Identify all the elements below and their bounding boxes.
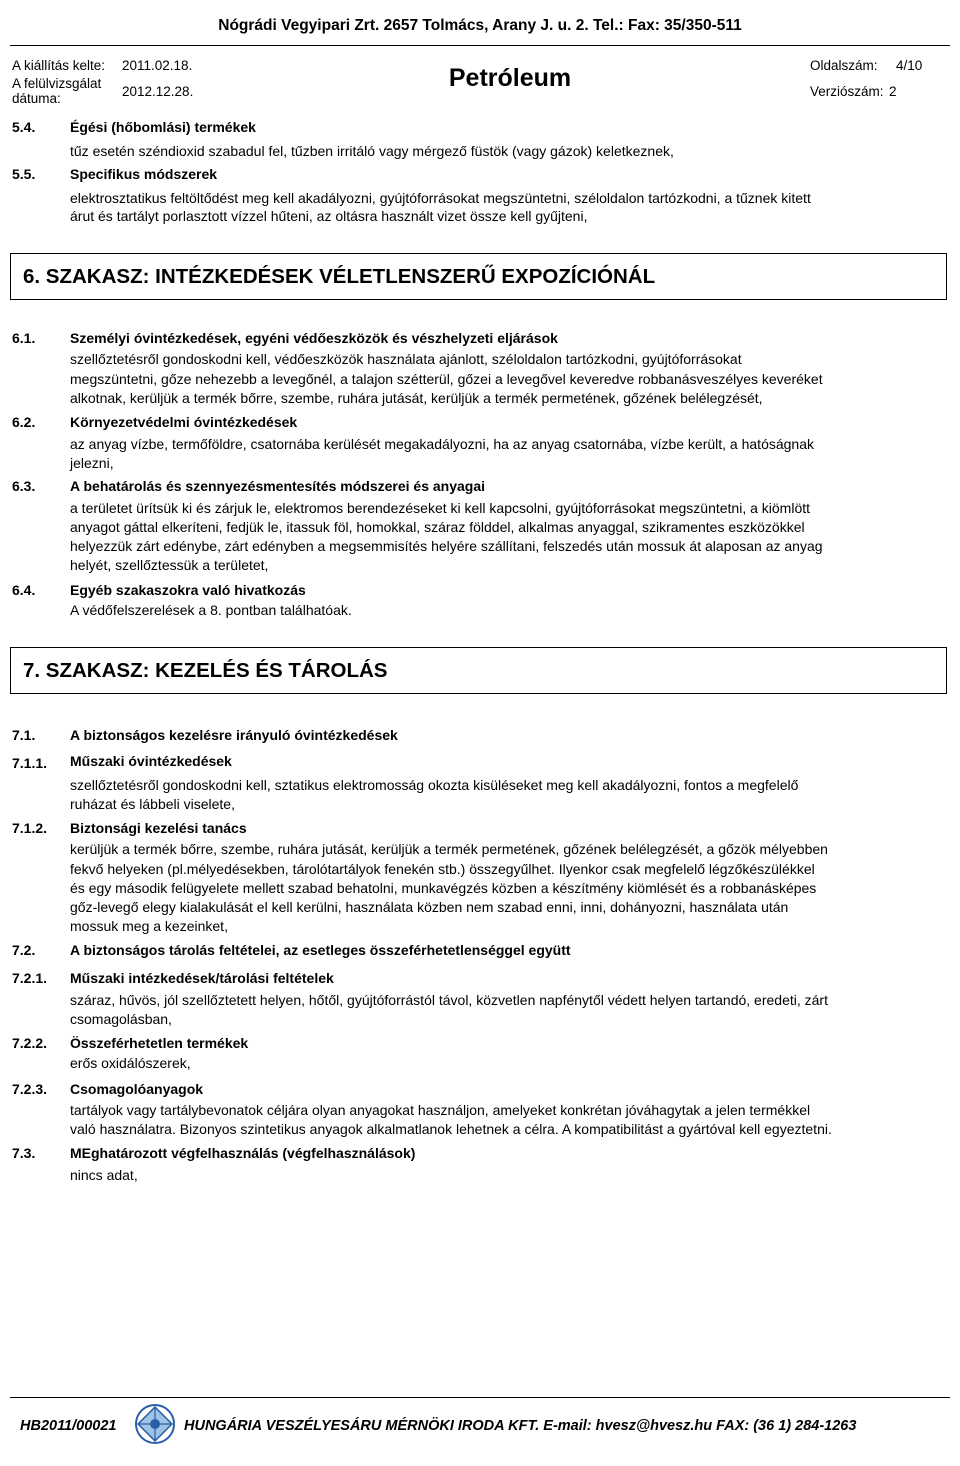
section-6-1-line-1: szellőztetésről gondoskodni kell, védőeszközök használata ajánlott, széloldalon tartózkodni, gyújtóforrásokat: [70, 351, 742, 367]
footer-code: HB2011/00021: [20, 1418, 117, 1434]
section-7-1-number: 7.1.: [12, 727, 36, 743]
section-5-5-title: Specifikus módszerek: [70, 166, 218, 182]
section-5-5-line-2: árut és tartályt porlasztott vízzel hűteni, az oltásra használt vizet össze kell gyűjteni,: [70, 208, 588, 224]
section-7-1-2-line-4: gőz-levegő elegy kialakulását el kell kerülni, használata közben nem szabad enni, inni, dohányozni, használata után: [70, 899, 789, 915]
section-7-2-1-title: Műszaki intézkedések/tárolási feltételek: [70, 970, 334, 986]
footer-divider: [10, 1397, 950, 1398]
section-7-1-1-line-2: ruházat és lábbeli viselete,: [70, 796, 235, 812]
section-5-4-title: Égési (hőbomlási) termékek: [70, 119, 256, 135]
header-divider: [10, 45, 950, 46]
section-6-4-title: Egyéb szakaszokra való hivatkozás: [70, 582, 306, 598]
section-7-2-3-line-1: tartályok vagy tartálybevonatok céljára olyan anyagokat használjon, amelyeket konkrétan jóváhagytak a jelen termékkel: [70, 1102, 811, 1118]
section-7-2-3-title: Csomagolóanyagok: [70, 1081, 204, 1097]
section-6-1-number: 6.1.: [12, 330, 36, 346]
section-7-2-1-line-2: csomagolásban,: [70, 1011, 172, 1027]
section-5-4-text: tűz esetén széndioxid szabadul fel, tűzben irritáló vagy mérgező füstök (vagy gázok) keletkeznek,: [70, 143, 674, 159]
section-7-2-title: A biztonságos tárolás feltételei, az esetleges összeférhetetlenséggel együtt: [70, 942, 571, 958]
section-6-2-line-2: jelezni,: [70, 455, 114, 471]
section-6-1-line-2: megszüntetni, gőze nehezebb a levegőnél, a talajon szétterül, gőzei a levegővel keveredve robbanásveszélyes keveréket: [70, 371, 823, 387]
section-6-4-number: 6.4.: [12, 582, 36, 598]
section-7-heading: 7. SZAKASZ: KEZELÉS ÉS TÁROLÁS: [23, 659, 388, 682]
section-7-3-number: 7.3.: [12, 1145, 36, 1161]
section-6-heading-box: [10, 253, 947, 300]
section-7-2-number: 7.2.: [12, 942, 36, 958]
section-7-1-2-number: 7.1.2.: [12, 820, 48, 836]
section-6-3-line-2: anyagot gáttal elkeríteni, fedjük le, itassuk föl, homokkal, száraz földdel, alkalmas anyaggal, szikramentes eszközökkel: [70, 519, 805, 535]
section-7-1-1-number: 7.1.1.: [12, 755, 48, 771]
section-7-1-1-title: Műszaki óvintézkedések: [70, 753, 232, 769]
revision-date-label-2: dátuma:: [12, 91, 61, 106]
section-6-3-line-3: helyezzük zárt edénybe, zárt edényben a megsemmisítés helyére szállítani, felszedés után mossuk át alaposan az anyag: [70, 538, 823, 554]
section-7-2-1-line-1: száraz, hűvös, jól szellőztetett helyen, hőtől, gyújtóforrástól távol, közvetlen napfénytől védett helyen tartandó, eredeti, zárt: [70, 992, 828, 1008]
section-6-3-line-4: helyét, szellőztessük a területet,: [70, 557, 269, 573]
section-6-4-text: A védőfelszerelések a 8. pontban találhatóak.: [70, 602, 352, 618]
footer-company-text: HUNGÁRIA VESZÉLYESÁRU MÉRNÖKI IRODA KFT. E-mail: hvesz@hvesz.hu FAX: (36 1) 284-1263: [184, 1418, 857, 1434]
company-logo-icon: [134, 1403, 176, 1445]
section-7-2-2-number: 7.2.2.: [12, 1035, 48, 1051]
section-6-2-number: 6.2.: [12, 414, 36, 430]
section-5-4-number: 5.4.: [12, 119, 36, 135]
section-6-3-title: A behatárolás és szennyezésmentesítés módszerei és anyagai: [70, 478, 486, 494]
section-6-1-line-3: alkotnak, kerüljük a termék bőrre, szembe, ruhára jutását, kerüljük a termék permetének, gőzének belélegzését,: [70, 390, 763, 406]
section-6-3-line-1: a területet ürítsük ki és zárjuk le, elektromos berendezéseket ki kell kapcsolni, gyújtóforrásokat megszüntetni, a kiömlött: [70, 500, 811, 516]
version-number: 2: [889, 84, 897, 99]
section-7-3-text: nincs adat,: [70, 1167, 138, 1183]
issue-date: 2011.02.18.: [122, 58, 193, 73]
section-7-2-3-number: 7.2.3.: [12, 1081, 48, 1097]
section-5-5-number: 5.5.: [12, 166, 36, 182]
section-7-1-2-line-1: kerüljük a termék bőrre, szembe, ruhára jutását, kerüljük a termék permetének, gőzének belélegzését, a gőzök mélyebben: [70, 841, 828, 857]
section-6-2-title: Környezetvédelmi óvintézkedések: [70, 414, 298, 430]
page-number: 4/10: [896, 58, 923, 73]
section-7-2-1-number: 7.2.1.: [12, 970, 48, 986]
revision-date: 2012.12.28.: [122, 84, 194, 99]
version-label: Verziószám:: [810, 84, 884, 99]
section-6-2-line-1: az anyag vízbe, termőföldre, csatornába kerülését megakadályozni, ha az anyag csatornába, vízbe került, a hatóságnak: [70, 436, 814, 452]
section-7-1-1-line-1: szellőztetésről gondoskodni kell, sztatikus elektromosság okozta kisüléseket meg kell akadályozni, fontos a megfelelő: [70, 777, 799, 793]
section-6-3-number: 6.3.: [12, 478, 36, 494]
product-title: Petróleum: [448, 64, 572, 92]
section-7-1-title: A biztonságos kezelésre irányuló óvintézkedések: [70, 727, 398, 743]
section-7-1-2-title: Biztonsági kezelési tanács: [70, 820, 247, 836]
section-6-1-title: Személyi óvintézkedések, egyéni védőeszközök és vészhelyzeti eljárások: [70, 330, 558, 346]
section-5-5-line-1: elektrosztatikus feltöltődést meg kell akadályozni, gyújtóforrásokat megszüntetni, széloldalon tartózkodni, a tűznek kitett: [70, 190, 811, 206]
section-7-1-2-line-3: és egy második felügyelete mellett szabad behatolni, munkavégzés közben a készítmény kiömlését és a robbanásképes: [70, 880, 817, 896]
revision-date-label-1: A felülvizsgálat: [12, 76, 102, 91]
section-7-1-2-line-5: mossuk meg a kezeinket,: [70, 918, 228, 934]
section-7-3-title: MEghatározott végfelhasználás (végfelhasználások): [70, 1145, 416, 1161]
section-7-2-2-title: Összeférhetetlen termékek: [70, 1035, 249, 1051]
section-7-2-2-text: erős oxidálószerek,: [70, 1055, 191, 1071]
company-header: Nógrádi Vegyipari Zrt. 2657 Tolmács, Arany J. u. 2. Tel.: Fax: 35/350-511: [218, 17, 742, 34]
issue-date-label: A kiállítás kelte:: [12, 58, 106, 73]
section-7-2-3-line-2: való használatra. Bizonyos szintetikus anyagok alkalmatlanok lehetnek a célra. A kompatibilitást a gyártóval kell egyeztetni.: [70, 1121, 832, 1137]
section-6-heading: 6. SZAKASZ: INTÉZKEDÉSEK VÉLETLENSZERŰ EXPOZÍCIÓNÁL: [23, 265, 656, 288]
section-7-heading-box: [10, 647, 947, 694]
page-number-label: Oldalszám:: [810, 58, 878, 73]
section-7-1-2-line-2: fekvő helyeken (pl.mélyedésekben, tárolótartályok fenekén stb.) összegyűlhet. Ilyenkor csak megfelelő légzőkészülékkel: [70, 861, 815, 877]
